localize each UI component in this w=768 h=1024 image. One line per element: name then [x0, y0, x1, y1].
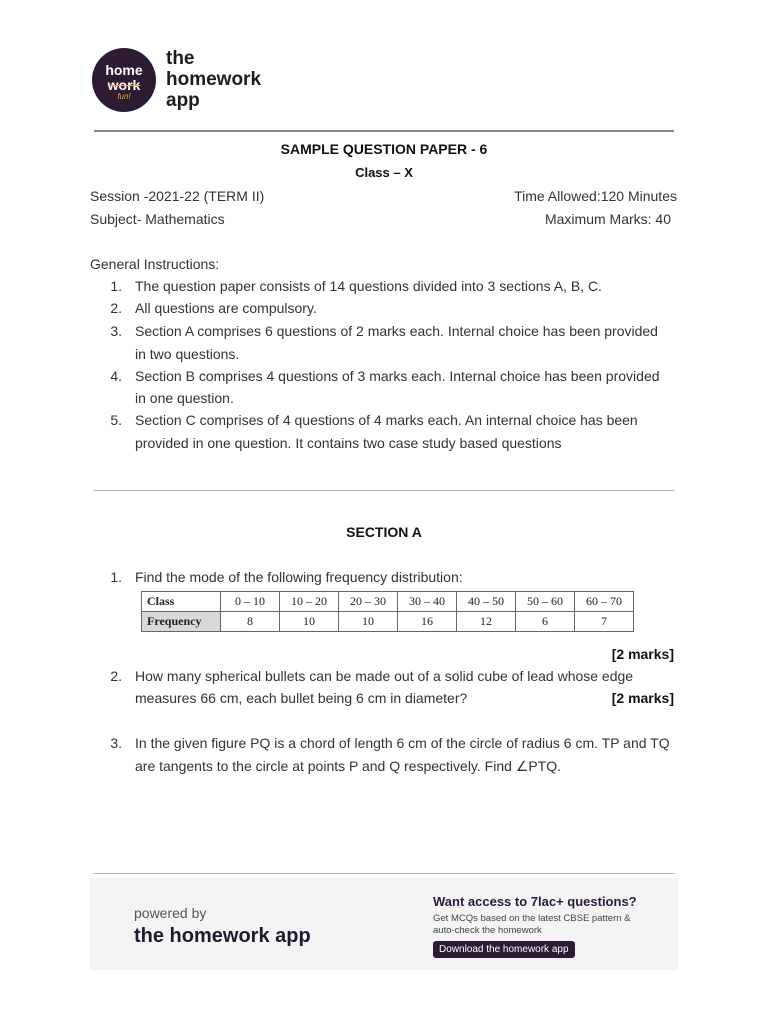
instruction-text-cont: provided in one question. It contains two case study based questions: [135, 435, 562, 451]
instructions-heading: General Instructions:: [90, 256, 220, 272]
footer-brand-name: the homework app: [134, 925, 311, 947]
subject-label: Subject- Mathematics: [90, 211, 225, 227]
question-text-cont: measures 66 cm, each bullet being 6 cm in diameter?: [135, 690, 468, 706]
question-number: 1.: [110, 569, 122, 585]
table-cell: 16: [398, 612, 457, 632]
table-header-frequency: Frequency: [142, 612, 221, 632]
footer-banner: [90, 878, 678, 970]
brand-line-2: homework: [166, 69, 262, 90]
powered-by-label: powered by: [134, 905, 207, 921]
table-cell: 60 – 70: [575, 592, 634, 612]
table-header-class: Class: [142, 592, 221, 612]
table-cell: 0 – 10: [221, 592, 280, 612]
brand-name: [166, 48, 261, 111]
logo-text-fun: fun!: [117, 92, 131, 101]
instruction-number: 2.: [110, 300, 122, 316]
table-cell: 10: [280, 612, 339, 632]
class-label: Class – X: [355, 165, 413, 180]
table-cell: 20 – 30: [339, 592, 398, 612]
download-app-button[interactable]: Download the homework app: [433, 941, 575, 958]
table-cell: 12: [457, 612, 516, 632]
paper-title: SAMPLE QUESTION PAPER - 6: [280, 141, 488, 157]
table-cell: 8: [221, 612, 280, 632]
time-allowed: Time Allowed:120 Minutes: [514, 188, 677, 204]
promo-line-1: Get MCQs based on the latest CBSE pattern &: [433, 913, 631, 924]
instruction-text: Section C comprises of 4 questions of 4 marks each. An internal choice has been: [135, 412, 638, 428]
instruction-text-cont: in two questions.: [135, 346, 240, 362]
homework-app-logo: [92, 48, 156, 112]
instruction-text: Section B comprises 4 questions of 3 marks each. Internal choice has been provided: [135, 368, 660, 384]
brand-line-1: the: [166, 48, 195, 69]
instruction-text: The question paper consists of 14 questions divided into 3 sections A, B, C.: [135, 278, 602, 294]
table-cell: 6: [516, 612, 575, 632]
promo-heading: Want access to 7lac+ questions?: [433, 894, 637, 909]
section-divider: [94, 490, 674, 491]
instruction-number: 5.: [110, 412, 122, 428]
logo-text-work: work: [107, 77, 141, 93]
brand-line-3: app: [166, 90, 200, 111]
question-text-cont: are tangents to the circle at points P and Q respectively. Find ∠PTQ.: [135, 758, 562, 774]
table-cell: 10: [339, 612, 398, 632]
section-a-heading: SECTION A: [346, 524, 422, 540]
question-number: 2.: [110, 668, 122, 684]
instruction-number: 4.: [110, 368, 122, 384]
footer-divider: [94, 873, 674, 874]
marks-label: [2 marks]: [611, 690, 674, 706]
marks-label: [2 marks]: [611, 646, 674, 662]
table-row: [142, 612, 634, 632]
question-text: Find the mode of the following frequency distribution:: [135, 569, 463, 585]
instruction-number: 1.: [110, 278, 122, 294]
instruction-number: 3.: [110, 323, 122, 339]
table-cell: 30 – 40: [398, 592, 457, 612]
session-label: Session -2021-22 (TERM II): [90, 188, 265, 204]
table-row: [142, 592, 634, 612]
promo-description: [433, 913, 673, 937]
question-text: In the given figure PQ is a chord of length 6 cm of the circle of radius 6 cm. TP and TQ: [135, 735, 670, 751]
frequency-table: [141, 591, 634, 632]
logo-text-home: home: [105, 62, 143, 78]
table-cell: 10 – 20: [280, 592, 339, 612]
header-divider: [94, 130, 674, 132]
instruction-text: All questions are compulsory.: [135, 300, 317, 316]
maximum-marks: Maximum Marks: 40: [544, 211, 671, 227]
promo-line-2: auto-check the homework: [433, 925, 542, 936]
table-cell: 7: [575, 612, 634, 632]
question-number: 3.: [110, 735, 122, 751]
instruction-text: Section A comprises 6 questions of 2 marks each. Internal choice has been provided: [135, 323, 658, 339]
instruction-text-cont: in one question.: [135, 390, 234, 406]
table-cell: 50 – 60: [516, 592, 575, 612]
table-cell: 40 – 50: [457, 592, 516, 612]
question-text: How many spherical bullets can be made out of a solid cube of lead whose edge: [135, 668, 634, 684]
